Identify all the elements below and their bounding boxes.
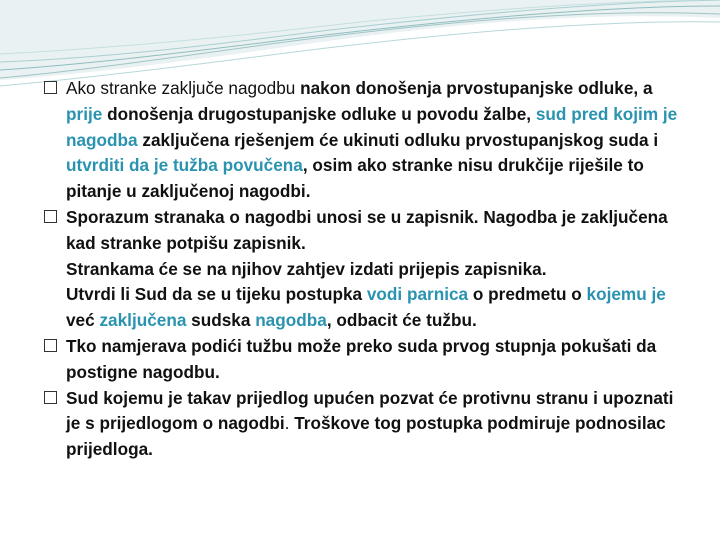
paragraph-text: Troškove tog postupka podmiruje podnosilac prijedloga. [66, 413, 666, 460]
paragraph-text: Strankama će se na njihov zahtjev izdati prijepis zapisnika. [66, 258, 547, 279]
square-bullet-icon [44, 81, 57, 94]
paragraph-text: o predmetu o [468, 284, 587, 305]
paragraph [44, 334, 684, 386]
highlighted-text: utvrditi da je tužba povučena [66, 155, 303, 176]
paragraph-text: Sud kojemu je takav prijedlog upućen pozvat će protivnu stranu i upoznati je s prijedlogom o nagodbi [66, 387, 674, 434]
square-bullet-icon [44, 339, 57, 352]
highlighted-text: sud pred kojim je nagodba [66, 103, 678, 150]
square-bullet-icon [44, 210, 57, 223]
paragraph-text: Sporazum stranaka o nagodbi unosi se u zapisnik. Nagodba je zaključena kad stranke potpišu zapisnik. [66, 206, 668, 253]
paragraph [44, 76, 684, 205]
highlighted-text: zaključena [99, 310, 187, 331]
paragraph-text: Tko namjerava podići tužbu može preko suda prvog stupnja pokušati da postigne nagodbu. [66, 335, 657, 382]
slide-body [44, 76, 684, 463]
paragraph-text: sudska [186, 310, 256, 331]
paragraph-text: , odbacit će tužbu. [326, 310, 477, 331]
paragraph-text: već [66, 310, 100, 331]
paragraph-text: , osim ako stranke nisu drukčije riješile to pitanje u zaključenoj nagodbi. [66, 155, 644, 202]
highlighted-text: vodi parnica [366, 284, 469, 305]
paragraph-text: zaključena rješenjem će ukinuti odluku prvostupanjskog suda i [137, 129, 659, 150]
paragraph-text: Ako stranke zaključe nagodbu [66, 78, 301, 98]
paragraph [44, 205, 684, 257]
paragraph-text: Utvrdi li Sud da se u tijeku postupka [66, 284, 367, 305]
highlighted-text: nagodba [255, 310, 327, 331]
paragraph-text: donošenja drugostupanjske odluke u povodu žalbe, [102, 103, 536, 124]
square-bullet-icon [44, 391, 57, 404]
paragraph-text: nakon donošenja prvostupanjske odluke, a [300, 78, 653, 98]
paragraph [44, 257, 684, 283]
highlighted-text: kojemu je [586, 284, 666, 305]
paragraph-text: . [284, 413, 295, 434]
paragraph [44, 386, 684, 463]
highlighted-text: prije [66, 103, 103, 124]
paragraph [44, 282, 684, 334]
